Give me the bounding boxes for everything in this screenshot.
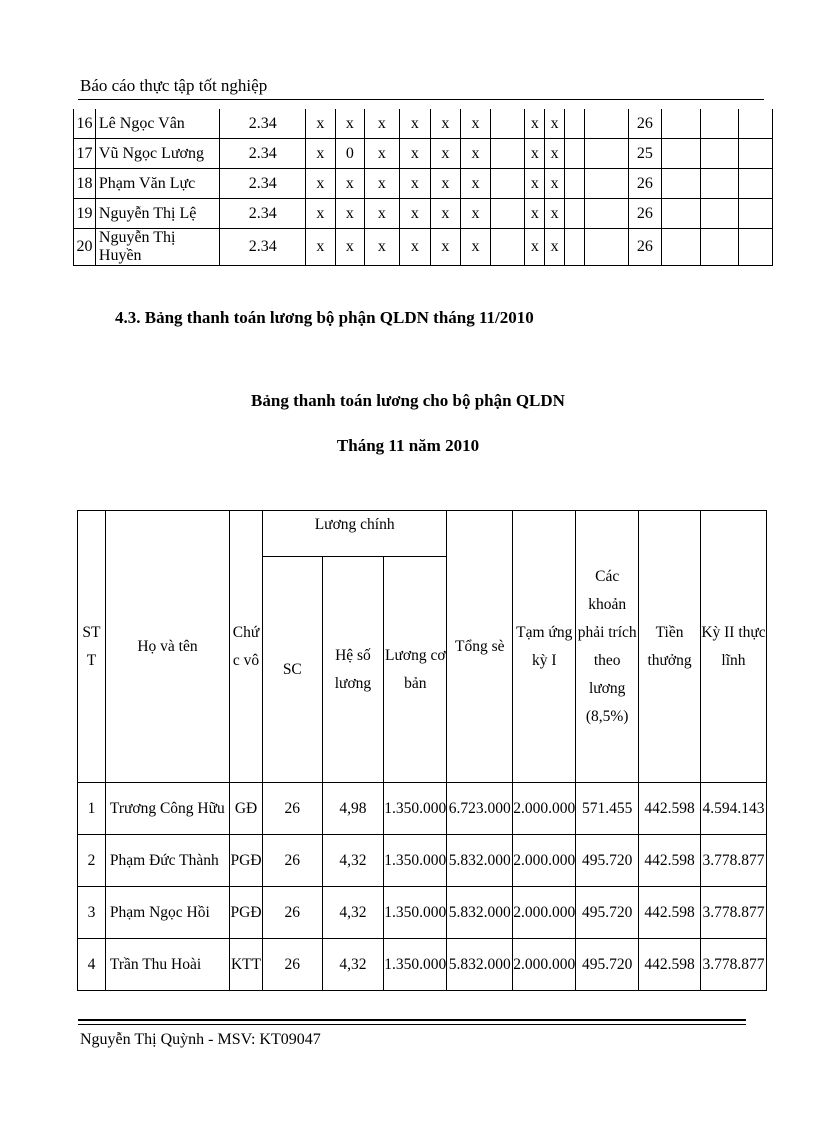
- attendance-cell-empty: [701, 139, 738, 169]
- payroll-cell-advance: 2.000.000: [513, 783, 576, 835]
- attendance-cell-coef: 2.34: [220, 139, 306, 169]
- header-deductions: Các khoản phải trích theo lương (8,5%): [576, 511, 639, 783]
- attendance-row: [74, 169, 773, 199]
- attendance-cell-empty: [701, 109, 738, 139]
- attendance-cell-name: Phạm Văn Lực: [95, 169, 219, 199]
- attendance-cell-empty: [662, 199, 701, 229]
- attendance-cell-mark: x: [545, 169, 565, 199]
- attendance-cell-mark: [491, 229, 525, 266]
- attendance-cell-mark: x: [431, 229, 461, 266]
- payroll-cell-coef: 4,32: [322, 887, 384, 939]
- attendance-cell-empty: [738, 229, 772, 266]
- attendance-cell-mark: x: [431, 139, 461, 169]
- attendance-table: [73, 109, 773, 266]
- attendance-cell-empty: [701, 169, 738, 199]
- attendance-cell-mark: x: [399, 109, 431, 139]
- header-position: Chứ c vô: [230, 511, 263, 783]
- attendance-cell-total: 26: [628, 109, 662, 139]
- payroll-cell-base: 1.350.000: [384, 835, 447, 887]
- header-bonus: Tiền thưởng: [639, 511, 701, 783]
- payroll-cell-position: PGĐ: [230, 835, 263, 887]
- payroll-cell-sc: 26: [263, 939, 323, 991]
- attendance-cell-total: 26: [628, 169, 662, 199]
- section-heading: 4.3. Bảng thanh toán lương bộ phận QLDN tháng 11/2010: [115, 308, 534, 327]
- attendance-cell-mark: x: [460, 199, 491, 229]
- attendance-cell-mark: x: [525, 139, 545, 169]
- payroll-row: [78, 783, 767, 835]
- attendance-row: [74, 229, 773, 266]
- attendance-cell-mark: [491, 139, 525, 169]
- header-rule: [78, 99, 764, 100]
- payroll-row: [78, 835, 767, 887]
- attendance-cell-mark: x: [525, 109, 545, 139]
- payroll-cell-name: Trần Thu Hoài: [105, 939, 229, 991]
- attendance-cell-no: 19: [74, 199, 96, 229]
- attendance-cell-total: 26: [628, 229, 662, 266]
- attendance-cell-empty: [662, 139, 701, 169]
- attendance-cell-mark: x: [399, 199, 431, 229]
- attendance-cell-mark: x: [460, 169, 491, 199]
- attendance-cell-empty: [701, 229, 738, 266]
- attendance-cell-mark: x: [365, 109, 399, 139]
- payroll-cell-bonus: 442.598: [639, 835, 701, 887]
- attendance-cell-name: Lê Ngọc Vân: [95, 109, 219, 139]
- header-sc: SC: [263, 557, 323, 783]
- payroll-cell-total: 5.832.000: [447, 887, 513, 939]
- attendance-cell-mark: [584, 139, 628, 169]
- payroll-cell-deductions: 495.720: [576, 835, 639, 887]
- attendance-cell-mark: x: [525, 169, 545, 199]
- attendance-cell-mark: 0: [335, 139, 365, 169]
- attendance-cell-empty: [662, 229, 701, 266]
- payroll-cell-bonus: 442.598: [639, 887, 701, 939]
- attendance-cell-mark: x: [545, 139, 565, 169]
- attendance-row: [74, 199, 773, 229]
- payroll-cell-deductions: 495.720: [576, 887, 639, 939]
- payroll-cell-total: 6.723.000: [447, 783, 513, 835]
- payroll-row: [78, 939, 767, 991]
- attendance-cell-mark: [491, 199, 525, 229]
- attendance-cell-no: 17: [74, 139, 96, 169]
- payroll-cell-net: 4.594.143: [700, 783, 766, 835]
- attendance-cell-mark: x: [525, 229, 545, 266]
- payroll-subtitle: Tháng 11 năm 2010: [336, 436, 480, 455]
- footer-rule-thick: [78, 1019, 746, 1021]
- attendance-cell-mark: x: [365, 169, 399, 199]
- payroll-cell-deductions: 571.455: [576, 783, 639, 835]
- attendance-cell-empty: [738, 139, 772, 169]
- payroll-cell-stt: 2: [78, 835, 106, 887]
- attendance-cell-coef: 2.34: [220, 199, 306, 229]
- payroll-cell-sc: 26: [263, 835, 323, 887]
- payroll-cell-bonus: 442.598: [639, 783, 701, 835]
- payroll-cell-stt: 1: [78, 783, 106, 835]
- payroll-cell-name: Phạm Đức Thành: [105, 835, 229, 887]
- attendance-cell-mark: x: [365, 139, 399, 169]
- attendance-cell-mark: x: [306, 169, 336, 199]
- header-base: Lương cơ bản: [384, 557, 447, 783]
- attendance-cell-empty: [738, 169, 772, 199]
- attendance-cell-mark: [564, 229, 584, 266]
- payroll-cell-bonus: 442.598: [639, 939, 701, 991]
- attendance-cell-mark: [584, 229, 628, 266]
- payroll-cell-total: 5.832.000: [447, 835, 513, 887]
- attendance-cell-empty: [662, 169, 701, 199]
- attendance-cell-mark: x: [306, 109, 336, 139]
- attendance-cell-mark: x: [335, 109, 365, 139]
- header-advance: Tạm ứng kỳ I: [513, 511, 576, 783]
- attendance-cell-no: 20: [74, 229, 96, 266]
- attendance-cell-mark: x: [306, 229, 336, 266]
- attendance-cell-mark: x: [306, 199, 336, 229]
- payroll-title: Bảng thanh toán lương cho bộ phận QLDN: [251, 391, 565, 410]
- attendance-cell-mark: x: [335, 169, 365, 199]
- payroll-cell-coef: 4,98: [322, 783, 384, 835]
- payroll-cell-base: 1.350.000: [384, 887, 447, 939]
- attendance-cell-total: 25: [628, 139, 662, 169]
- payroll-cell-net: 3.778.877: [700, 835, 766, 887]
- footer-rule-thin: [78, 1024, 746, 1025]
- payroll-cell-sc: 26: [263, 887, 323, 939]
- attendance-cell-empty: [701, 199, 738, 229]
- header-stt: ST T: [78, 511, 106, 783]
- attendance-cell-no: 18: [74, 169, 96, 199]
- payroll-table: [77, 510, 767, 991]
- page-header-title: Báo cáo thực tập tốt nghiệp: [80, 76, 268, 95]
- payroll-cell-net: 3.778.877: [700, 939, 766, 991]
- attendance-cell-empty: [662, 109, 701, 139]
- header-name: Họ và tên: [105, 511, 229, 783]
- attendance-cell-mark: x: [460, 139, 491, 169]
- attendance-cell-mark: x: [399, 169, 431, 199]
- attendance-cell-name: Vũ Ngọc Lương: [95, 139, 219, 169]
- attendance-cell-empty: [738, 109, 772, 139]
- attendance-cell-coef: 2.34: [220, 229, 306, 266]
- attendance-cell-mark: x: [545, 199, 565, 229]
- attendance-row: [74, 109, 773, 139]
- attendance-cell-name: Nguyễn Thị Huyền: [95, 229, 219, 266]
- payroll-cell-advance: 2.000.000: [513, 887, 576, 939]
- payroll-cell-advance: 2.000.000: [513, 939, 576, 991]
- payroll-cell-position: PGĐ: [230, 887, 263, 939]
- header-main-salary: Lương chính: [263, 511, 447, 557]
- payroll-row: [78, 887, 767, 939]
- attendance-cell-mark: x: [306, 139, 336, 169]
- attendance-cell-mark: x: [545, 109, 565, 139]
- attendance-cell-coef: 2.34: [220, 169, 306, 199]
- payroll-cell-deductions: 495.720: [576, 939, 639, 991]
- attendance-cell-mark: x: [365, 199, 399, 229]
- attendance-cell-mark: [584, 199, 628, 229]
- attendance-cell-mark: x: [431, 109, 461, 139]
- attendance-cell-coef: 2.34: [220, 109, 306, 139]
- attendance-cell-mark: [584, 169, 628, 199]
- attendance-cell-mark: [584, 109, 628, 139]
- payroll-cell-name: Phạm Ngọc Hồi: [105, 887, 229, 939]
- attendance-row: [74, 139, 773, 169]
- payroll-cell-position: GĐ: [230, 783, 263, 835]
- payroll-cell-stt: 4: [78, 939, 106, 991]
- payroll-cell-total: 5.832.000: [447, 939, 513, 991]
- attendance-cell-mark: x: [460, 229, 491, 266]
- attendance-cell-mark: x: [365, 229, 399, 266]
- payroll-cell-name: Trương Công Hữu: [105, 783, 229, 835]
- attendance-cell-name: Nguyễn Thị Lệ: [95, 199, 219, 229]
- footer-text: Nguyễn Thị Quỳnh - MSV: KT09047: [80, 1031, 321, 1048]
- attendance-cell-mark: [564, 109, 584, 139]
- payroll-cell-coef: 4,32: [322, 835, 384, 887]
- header-net: Kỳ II thực lĩnh: [700, 511, 766, 783]
- payroll-cell-base: 1.350.000: [384, 939, 447, 991]
- attendance-cell-mark: [564, 169, 584, 199]
- attendance-cell-mark: [564, 139, 584, 169]
- attendance-cell-mark: x: [335, 229, 365, 266]
- attendance-cell-mark: x: [545, 229, 565, 266]
- attendance-cell-empty: [738, 199, 772, 229]
- payroll-cell-advance: 2.000.000: [513, 835, 576, 887]
- header-total: Tổng sè: [447, 511, 513, 783]
- attendance-cell-mark: x: [431, 199, 461, 229]
- payroll-cell-position: KTT: [230, 939, 263, 991]
- attendance-cell-mark: x: [399, 229, 431, 266]
- payroll-cell-sc: 26: [263, 783, 323, 835]
- header-coef: Hệ số lương: [322, 557, 384, 783]
- attendance-cell-mark: [564, 199, 584, 229]
- attendance-cell-total: 26: [628, 199, 662, 229]
- attendance-cell-no: 16: [74, 109, 96, 139]
- payroll-cell-stt: 3: [78, 887, 106, 939]
- attendance-cell-mark: x: [431, 169, 461, 199]
- attendance-cell-mark: [491, 109, 525, 139]
- payroll-cell-coef: 4,32: [322, 939, 384, 991]
- attendance-cell-mark: x: [525, 199, 545, 229]
- attendance-cell-mark: [491, 169, 525, 199]
- payroll-cell-net: 3.778.877: [700, 887, 766, 939]
- attendance-cell-mark: x: [335, 199, 365, 229]
- payroll-cell-base: 1.350.000: [384, 783, 447, 835]
- attendance-cell-mark: x: [399, 139, 431, 169]
- attendance-cell-mark: x: [460, 109, 491, 139]
